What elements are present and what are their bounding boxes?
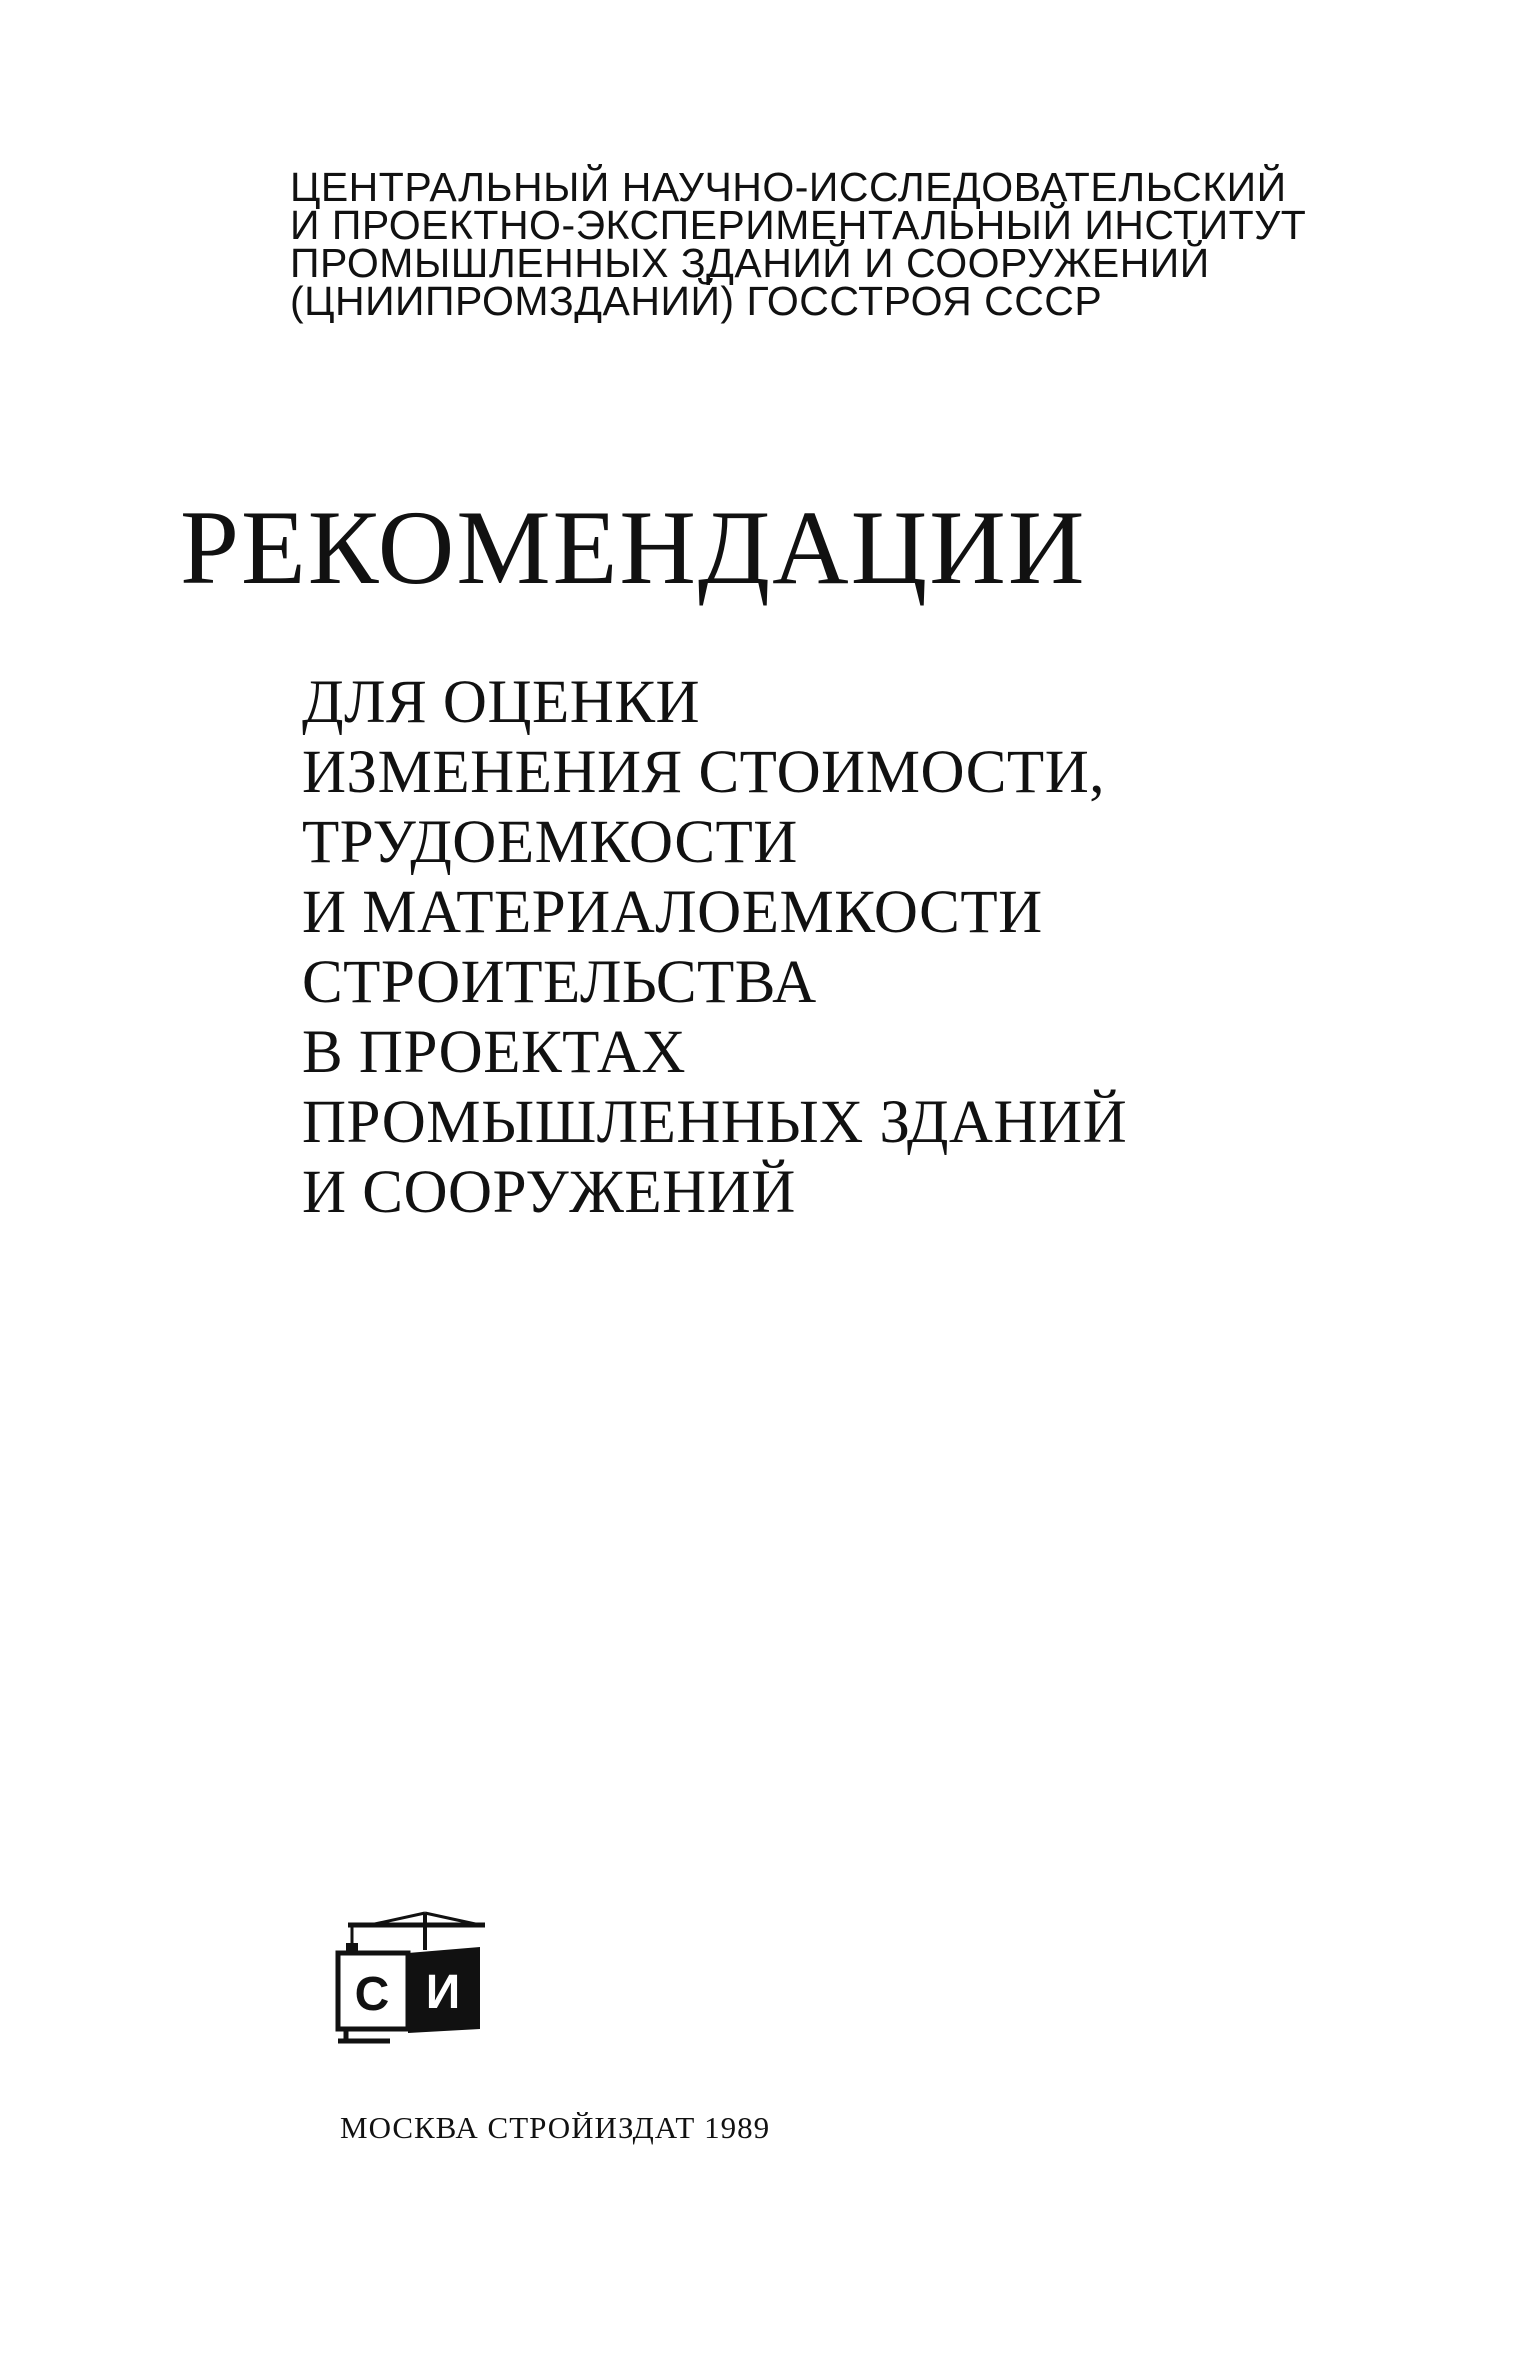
- subtitle-line: ПРОМЫШЛЕННЫХ ЗДАНИЙ: [302, 1089, 1128, 1156]
- subtitle-line: СТРОИТЕЛЬСТВА: [302, 949, 817, 1016]
- logo-letter-s: С: [354, 1968, 390, 2021]
- publisher-logo: [330, 1905, 490, 2045]
- institution-line: И ПРОЕКТНО-ЭКСПЕРИМЕНТАЛЬНЫЙ ИНСТИТУТ: [290, 202, 1307, 248]
- institution-name: [290, 164, 1307, 324]
- institution-line: ЦЕНТРАЛЬНЫЙ НАУЧНО-ИССЛЕДОВАТЕЛЬСКИЙ: [290, 164, 1287, 210]
- publisher-imprint: МОСКВА СТРОЙИЗДАТ 1989: [340, 2110, 771, 2145]
- subtitle-line: В ПРОЕКТАХ: [302, 1019, 686, 1086]
- institution-line: (ЦНИИПРОМЗДАНИЙ) ГОССТРОЯ СССР: [290, 278, 1103, 324]
- institution-line: ПРОМЫШЛЕННЫХ ЗДАНИЙ И СООРУЖЕНИЙ: [290, 240, 1210, 286]
- subtitle-line: И МАТЕРИАЛОЕМКОСТИ: [302, 879, 1043, 946]
- document-title: РЕКОМЕНДАЦИИ: [180, 489, 1087, 606]
- subtitle-line: ДЛЯ ОЦЕНКИ: [302, 669, 701, 736]
- subtitle-line: ИЗМЕНЕНИЯ СТОИМОСТИ,: [302, 739, 1105, 806]
- subtitle-line: И СООРУЖЕНИЙ: [302, 1159, 796, 1226]
- logo-letter-i: И: [425, 1966, 461, 2019]
- document-subtitle: [302, 668, 1302, 1228]
- subtitle-line: ТРУДОЕМКОСТИ: [302, 809, 798, 876]
